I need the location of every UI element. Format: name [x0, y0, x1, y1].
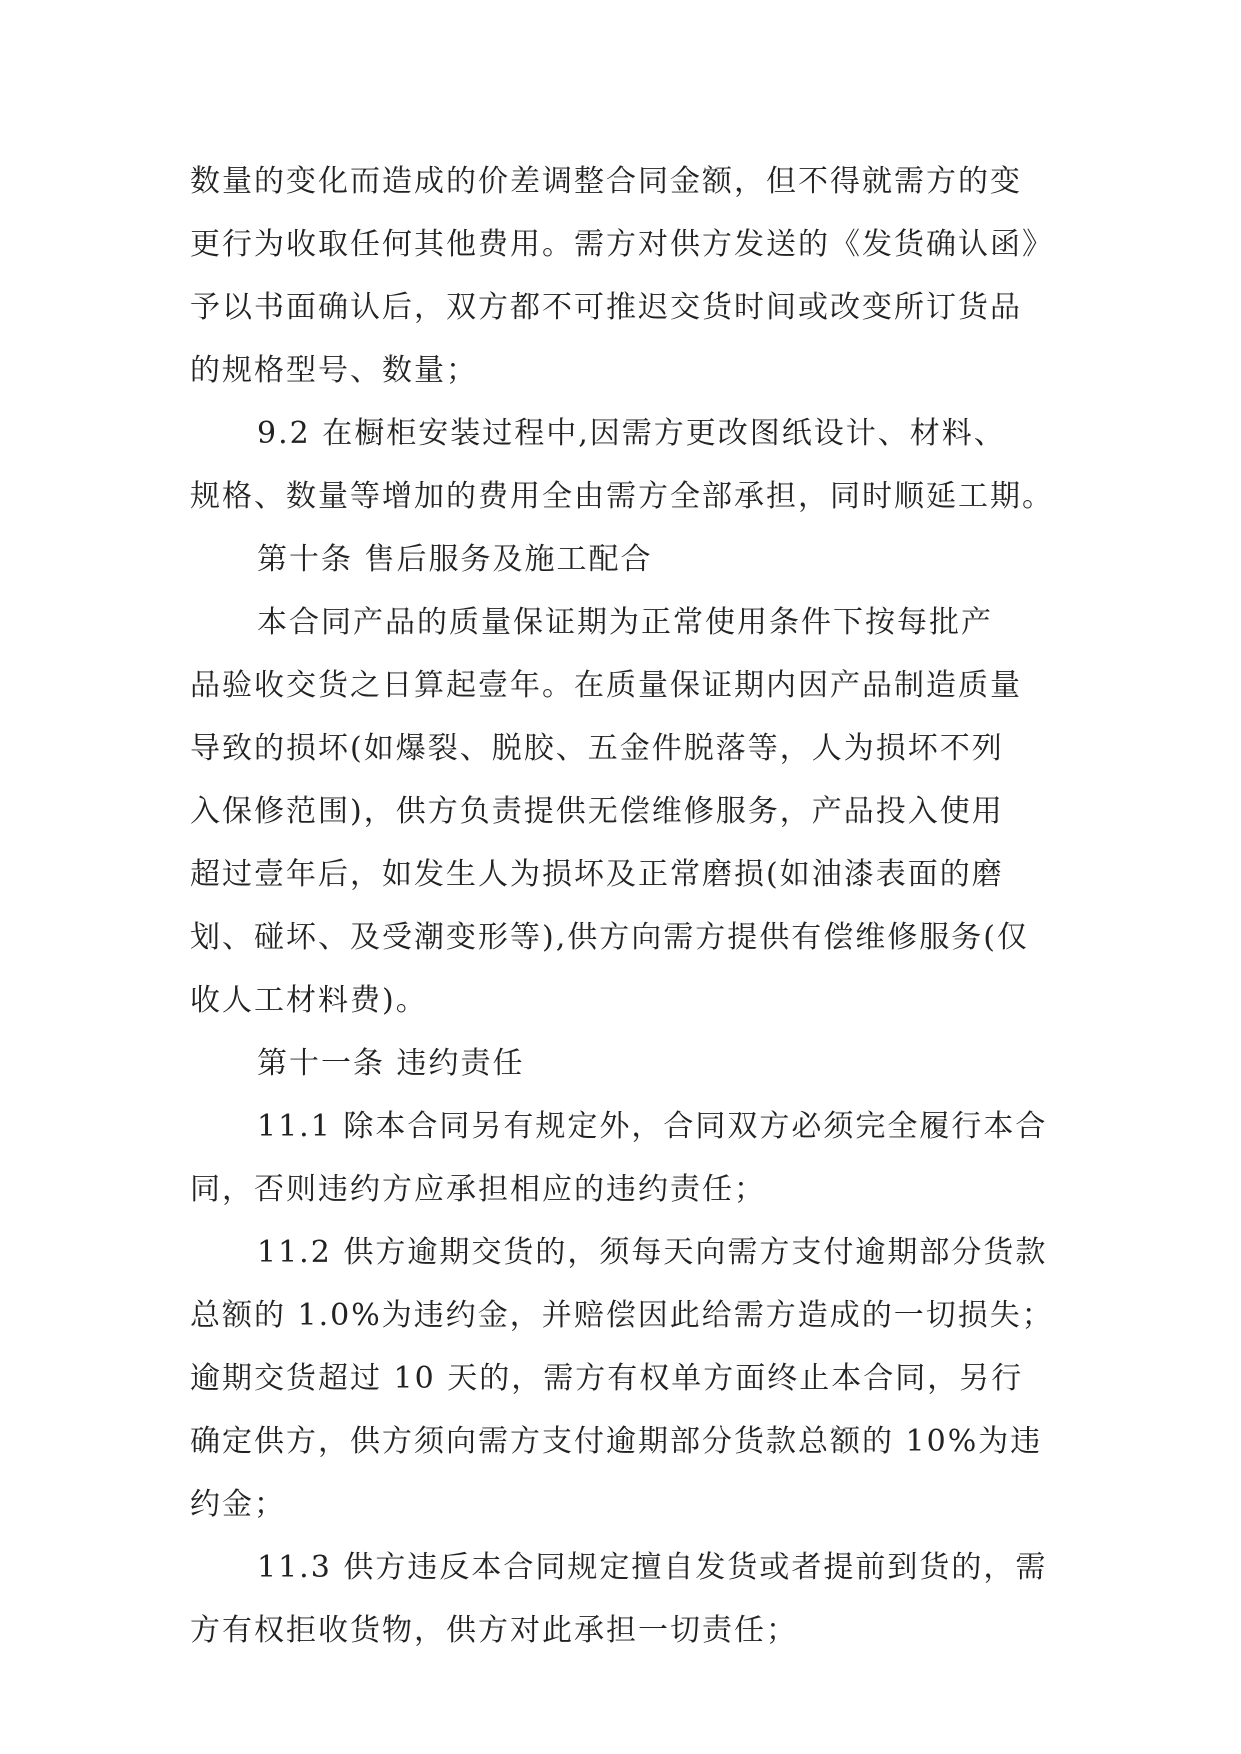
text-line: 予以书面确认后，双方都不可推迟交货时间或改变所订货品 — [190, 290, 1022, 325]
text-line: 9.2 在橱柜安装过程中,因需方更改图纸设计、材料、 — [257, 416, 1006, 451]
article-10-body — [190, 591, 1050, 1032]
text-line: 入保修范围)，供方负责提供无偿维修服务，产品投入使用 — [190, 794, 1004, 829]
text-line: 确定供方，供方须向需方支付逾期部分货款总额的 10%为违 — [190, 1424, 1043, 1459]
text-line: 导致的损坏(如爆裂、脱胶、五金件脱落等，人为损坏不列 — [190, 731, 1004, 766]
text-line: 规格、数量等增加的费用全由需方全部承担，同时顺延工期。 — [190, 479, 1054, 514]
text-line: 数量的变化而造成的价差调整合同金额，但不得就需方的变 — [190, 164, 1022, 199]
article-10-heading — [190, 528, 1050, 591]
text-line: 收人工材料费)。 — [190, 983, 428, 1018]
article-11-heading — [190, 1032, 1050, 1095]
text-line: 11.2 供方逾期交货的，须每天向需方支付逾期部分货款 — [257, 1235, 1048, 1270]
section-heading: 第十条 售后服务及施工配合 — [257, 542, 653, 577]
document-page — [190, 150, 1054, 1662]
clause-11-1 — [190, 1095, 1050, 1221]
text-line: 总额的 1.0%为违约金，并赔偿因此给需方造成的一切损失； — [190, 1298, 1054, 1333]
text-line: 逾期交货超过 10 天的，需方有权单方面终止本合同，另行 — [190, 1361, 1024, 1396]
text-line: 11.1 除本合同另有规定外，合同双方必须完全履行本合 — [257, 1109, 1048, 1144]
text-line: 约金； — [190, 1487, 286, 1522]
text-line: 本合同产品的质量保证期为正常使用条件下按每批产 — [257, 605, 993, 640]
text-line: 的规格型号、数量； — [190, 353, 478, 388]
paragraph-continuation — [190, 150, 1054, 402]
section-heading: 第十一条 违约责任 — [257, 1046, 525, 1081]
text-line: 划、碰坏、及受潮变形等),供方向需方提供有偿维修服务(仅 — [190, 920, 1029, 955]
clause-11-2 — [190, 1221, 1054, 1536]
text-line: 11.3 供方违反本合同规定擅自发货或者提前到货的，需 — [257, 1550, 1048, 1585]
clause-11-3 — [190, 1536, 1050, 1662]
text-line: 方有权拒收货物，供方对此承担一切责任； — [190, 1613, 798, 1648]
text-line: 同，否则违约方应承担相应的违约责任； — [190, 1172, 766, 1207]
text-line: 更行为收取任何其他费用。需方对供方发送的《发货确认函》 — [190, 227, 1054, 262]
text-line: 超过壹年后，如发生人为损坏及正常磨损(如油漆表面的磨 — [190, 857, 1004, 892]
text-line: 品验收交货之日算起壹年。在质量保证期内因产品制造质量 — [190, 668, 1022, 703]
clause-9-2 — [190, 402, 1054, 528]
